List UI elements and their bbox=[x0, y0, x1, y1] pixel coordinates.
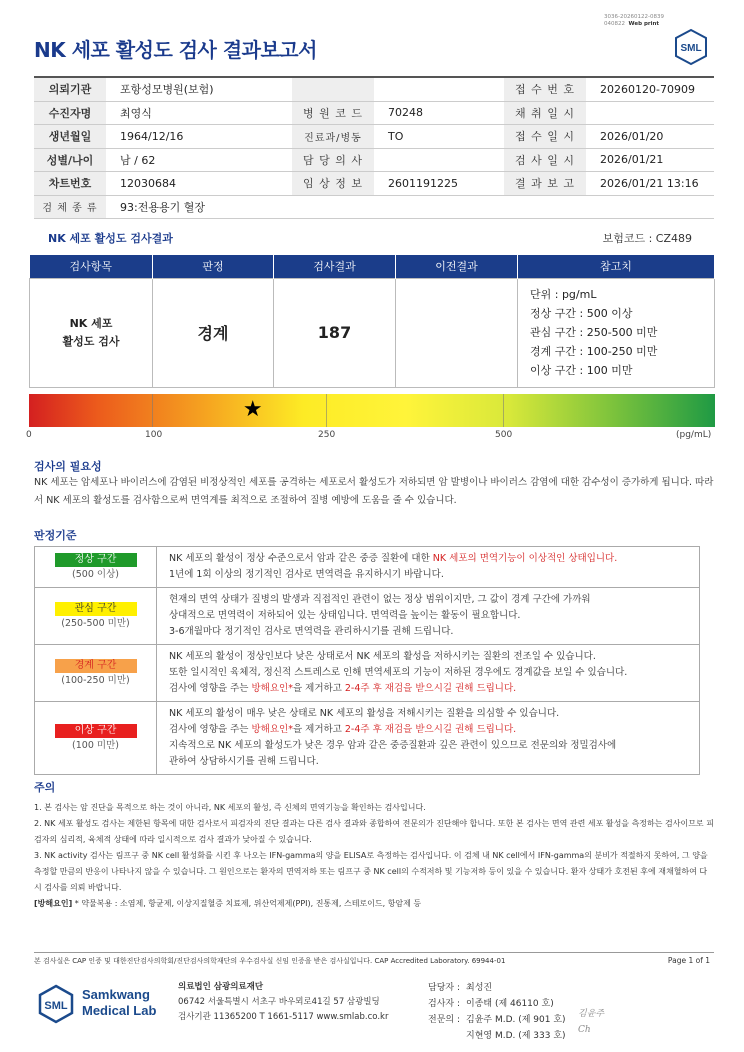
scale-label-500: 500 bbox=[495, 430, 513, 440]
criteria-line bbox=[169, 665, 687, 681]
criteria-row bbox=[35, 588, 700, 645]
criteria-level bbox=[35, 645, 157, 702]
level-chip: 관심 구간 bbox=[55, 602, 137, 616]
judgement-value: 경계 bbox=[153, 278, 274, 387]
info-value: 2026/01/21 bbox=[600, 153, 664, 167]
previous-result bbox=[396, 278, 518, 387]
info-label: 병 원 코 드 bbox=[292, 102, 374, 125]
reference-line: 경계 구간 : 100-250 미만 bbox=[530, 345, 658, 358]
criteria-row bbox=[35, 547, 700, 588]
test-item-name bbox=[30, 278, 153, 387]
note-item-1: 1. 본 검사는 암 진단을 목적으로 하는 것이 아니라, NK 세포의 활성, 즉 신체의 면역기능을 확인하는 검사입니다. bbox=[34, 803, 426, 812]
info-label: 진료과/병동 bbox=[292, 125, 374, 148]
staff-row bbox=[428, 980, 566, 996]
result-value: 187 bbox=[274, 278, 396, 387]
info-row bbox=[34, 102, 714, 126]
info-value: TO bbox=[388, 129, 404, 143]
signature bbox=[578, 1008, 604, 1036]
info-label: 채 취 일 시 bbox=[504, 102, 586, 125]
info-label: 접 수 번 호 bbox=[504, 78, 586, 101]
col-header-previous: 이전결과 bbox=[396, 255, 518, 278]
staff-name: 이종태 (제 46110 호) bbox=[466, 999, 554, 1009]
staff-name: 김윤주 M.D. (제 901 호) bbox=[466, 1015, 566, 1025]
col-header-result: 검사결과 bbox=[274, 255, 396, 278]
info-label: 의뢰기관 bbox=[34, 78, 106, 101]
criteria-text: 상대적으로 면역력이 저하되어 있는 상태입니다. 면역력을 높이는 활동이 필요합니다. bbox=[169, 610, 521, 621]
print-meta bbox=[604, 14, 664, 28]
info-value: 남 / 62 bbox=[120, 153, 156, 167]
org-info bbox=[178, 980, 388, 1025]
staff-role bbox=[428, 1028, 466, 1044]
insurance-code: 보험코드 : CZ489 bbox=[602, 232, 692, 245]
scale-tick-250 bbox=[326, 394, 327, 427]
criteria-text: 검사에 영향을 주는 bbox=[169, 683, 252, 694]
criteria-text: 또한 일시적인 육체적, 정신적 스트레스로 인해 면역세포의 기능이 저하된 경우에도 경계값을 보일 수 있습니다. bbox=[169, 667, 628, 678]
scale-tick-100 bbox=[152, 394, 153, 427]
criteria-text: NK 세포의 활성이 매우 낮은 상태로 NK 세포의 활성을 저해시키는 질환을 의심할 수 있습니다. bbox=[169, 708, 560, 719]
criteria-line bbox=[169, 681, 687, 697]
print-code: 040822 bbox=[604, 21, 626, 27]
info-label: 접 수 일 시 bbox=[504, 125, 586, 148]
interference-label: [방해요인] bbox=[34, 899, 73, 908]
criteria-description bbox=[157, 702, 700, 775]
criteria-text: 2-4주 후 재검을 받으시길 권해 드립니다. bbox=[344, 683, 517, 694]
activity-scale-bar bbox=[29, 394, 715, 427]
criteria-line bbox=[169, 551, 687, 567]
sml-logo bbox=[36, 982, 166, 1026]
star-icon: ★ bbox=[242, 397, 263, 422]
report-header bbox=[34, 14, 714, 70]
criteria-line bbox=[169, 567, 687, 583]
footer-divider bbox=[34, 952, 714, 953]
staff-row bbox=[428, 1028, 566, 1044]
staff-name: 최성진 bbox=[466, 983, 493, 993]
reference-range bbox=[518, 278, 715, 387]
criteria-text: NK 세포의 활성이 정상인보다 낮은 상태로서 NK 세포의 활성을 저하시키는 질환의 전조일 수 있습니다. bbox=[169, 651, 596, 662]
result-row bbox=[30, 278, 715, 387]
sml-badge-logo bbox=[672, 28, 710, 66]
scale-label-0: 0 bbox=[26, 430, 32, 440]
info-value: 1964/12/16 bbox=[120, 129, 184, 143]
criteria-row bbox=[35, 645, 700, 702]
signature-1: 김윤주 bbox=[578, 1009, 605, 1019]
staff-list bbox=[428, 980, 566, 1044]
note-item-2: 2. NK 세포 활성도 검사는 제한된 항목에 대한 검사로서 피검자의 진단 결과는 다른 검사 결과와 종합하여 전문의가 진단해야 합니다. 또한 본 검사는 면역 관련 세포 활성을 측정하는 검사이므로 피검자의 심리적, 육체적 상태에 따라 일시적으로 검사 결과가 낮아질 수 있습니다. bbox=[34, 819, 714, 844]
logo-line1: Samkwang bbox=[82, 987, 150, 1002]
criteria-description bbox=[157, 645, 700, 702]
criteria-text: 1년에 1회 이상의 정기적인 검사로 면역력을 유지하시기 바랍니다. bbox=[169, 569, 444, 580]
criteria-text: 관하여 상담하시기를 권해 드립니다. bbox=[169, 756, 319, 767]
info-row-specimen bbox=[34, 196, 714, 220]
criteria-line bbox=[169, 592, 687, 608]
criteria-description bbox=[157, 588, 700, 645]
criteria-text: 지속적으로 NK 세포의 활성도가 낮은 경우 암과 같은 중증질환과 깊은 관련이 있으므로 전문의와 정밀검사에 bbox=[169, 740, 617, 751]
criteria-line bbox=[169, 754, 687, 770]
notes-list bbox=[34, 800, 714, 912]
sml-logo-mark bbox=[36, 984, 76, 1024]
col-header-item: 검사항목 bbox=[30, 255, 153, 278]
reference-line: 관심 구간 : 250-500 미만 bbox=[530, 326, 658, 339]
criteria-line bbox=[169, 649, 687, 665]
criteria-text: NK 세포의 면역기능이 이상적인 상태입니다. bbox=[432, 553, 618, 564]
org-address: 06742 서울특별시 서초구 바우뫼로41길 57 삼광빌딩 bbox=[178, 997, 380, 1007]
logo-mark-text: SML bbox=[44, 1000, 68, 1012]
criteria-text: 을 제거하고 bbox=[292, 724, 345, 735]
criteria-line bbox=[169, 608, 687, 624]
criteria-description bbox=[157, 547, 700, 588]
note-item-3: 3. NK activity 검사는 림프구 중 NK cell 활성화를 시킨 후 나오는 IFN-gamma의 양을 ELISA로 측정하는 검사입니다. 이 검체 내 NK cell에서 IFN-gamma의 분비가 적절하지 못하여, 그 양을 측정할 만큼의 반응이 나타나지 않을 수 있습니다. 그 원인으로는 환자의 면역저하 또는 림프구 중 NK cell의 수적저하 및 기능저하 등이 있을 수 있습니다. 환자 상태가 호전된 후에 재채혈하여 다시 검사를 의뢰 바랍니다. bbox=[34, 851, 708, 892]
test-item-line2: 활성도 검사 bbox=[62, 334, 120, 348]
criteria-text: 3-6개월마다 정기적인 검사로 면역력을 관리하시기를 권해 드립니다. bbox=[169, 626, 454, 637]
result-table bbox=[29, 255, 715, 388]
patient-info-table bbox=[34, 76, 714, 219]
info-value: 20260120-70909 bbox=[600, 82, 695, 96]
level-chip: 이상 구간 bbox=[55, 724, 137, 738]
level-range: (100-250 미만) bbox=[61, 675, 130, 686]
logo-line2: Medical Lab bbox=[82, 1003, 157, 1018]
staff-name: 지현영 M.D. (제 333 호) bbox=[466, 1031, 566, 1041]
criteria-line bbox=[169, 624, 687, 640]
criteria-row bbox=[35, 702, 700, 775]
page-title: NK 세포 활성도 검사 결과보고서 bbox=[34, 38, 317, 62]
info-value bbox=[586, 102, 714, 125]
test-item-line1: NK 세포 bbox=[69, 316, 113, 330]
criteria-text: 방해요인* bbox=[251, 724, 293, 735]
reference-line: 단위 : pg/mL bbox=[530, 288, 597, 301]
info-label: 담 당 의 사 bbox=[292, 149, 374, 172]
criteria-line bbox=[169, 738, 687, 754]
info-row bbox=[34, 149, 714, 173]
info-row bbox=[34, 125, 714, 149]
level-chip: 경계 구간 bbox=[55, 659, 137, 673]
col-header-judgement: 판정 bbox=[153, 255, 274, 278]
info-label: 결 과 보 고 bbox=[504, 172, 586, 195]
org-name: 의료법인 삼광의료재단 bbox=[178, 982, 264, 992]
criteria-text: 현재의 면역 상태가 질병의 발생과 직접적인 관련이 없는 정상 범위이지만, 그 값이 경계 구간에 가까워 bbox=[169, 594, 591, 605]
criteria-table bbox=[34, 546, 700, 775]
scale-unit: (pg/mL) bbox=[676, 430, 712, 440]
notes-title: 주의 bbox=[34, 781, 56, 794]
specimen-label: 검 체 종 류 bbox=[34, 196, 106, 219]
info-value: 12030684 bbox=[120, 176, 176, 190]
info-label: 차트번호 bbox=[34, 172, 106, 195]
scale-label-100: 100 bbox=[145, 430, 163, 440]
badge-text: SML bbox=[680, 43, 702, 54]
scale-tick-500 bbox=[503, 394, 504, 427]
criteria-level bbox=[35, 702, 157, 775]
result-heading bbox=[34, 226, 714, 250]
col-header-reference: 참고치 bbox=[518, 255, 715, 278]
info-value: 최영식 bbox=[120, 106, 152, 120]
criteria-text: 검사에 영향을 주는 bbox=[169, 724, 252, 735]
result-header-row bbox=[30, 255, 715, 278]
reference-line: 정상 구간 : 500 이상 bbox=[530, 307, 633, 320]
info-label: 생년월일 bbox=[34, 125, 106, 148]
info-value: 포항성모병원(보험) bbox=[120, 83, 214, 97]
info-value: 2601191225 bbox=[388, 176, 458, 190]
criteria-title: 판정기준 bbox=[34, 529, 77, 542]
criteria-level bbox=[35, 547, 157, 588]
logo-wordmark bbox=[82, 987, 156, 1019]
info-label: 검 사 일 시 bbox=[504, 149, 586, 172]
org-contact: 검사기관 11365200 T 1661-5117 www.smlab.co.kr bbox=[178, 1012, 389, 1022]
info-row bbox=[34, 172, 714, 196]
staff-role: 전문의 : bbox=[428, 1015, 460, 1025]
info-value bbox=[374, 149, 504, 172]
level-range: (100 미만) bbox=[72, 740, 119, 751]
signature-2: Ch bbox=[578, 1025, 591, 1035]
level-chip: 정상 구간 bbox=[55, 553, 137, 567]
staff-role: 검사자 : bbox=[428, 999, 460, 1009]
level-range: (500 이상) bbox=[72, 569, 119, 580]
necessity-text: NK 세포는 암세포나 바이러스에 감염된 비정상적인 세포를 공격하는 세포로서 활성도가 저하되면 암 발병이나 바이러스 감염에 대한 감수성이 증가하게 됩니다. 따라서 NK 세포의 활성도를 검사함으로써 면역계를 최적으로 조절하여 질병 예방에 도움을 줄 수 있습니다. bbox=[34, 477, 714, 506]
interference-text: * 약물복용 : 소염제, 항균제, 이상지질혈증 치료제, 위산억제제(PPI), 진통제, 스테로이드, 항암제 등 bbox=[72, 899, 422, 908]
info-value bbox=[374, 78, 504, 101]
staff-role: 담당자 : bbox=[428, 983, 460, 993]
staff-row bbox=[428, 996, 566, 1012]
info-label bbox=[292, 78, 374, 101]
criteria-text: NK 세포의 활성이 정상 수준으로서 암과 같은 중증 질환에 대한 bbox=[169, 553, 433, 564]
criteria-line bbox=[169, 706, 687, 722]
info-value: 70248 bbox=[388, 106, 423, 120]
criteria-text: 2-4주 후 재검을 받으시길 권해 드립니다. bbox=[344, 724, 517, 735]
criteria-level bbox=[35, 588, 157, 645]
info-label: 성별/나이 bbox=[34, 149, 106, 172]
cap-accreditation: 본 검사실은 CAP 인증 및 대한진단검사의학회/진단검사의학재단의 우수검사실 신임 인증을 받은 검사실입니다. CAP Accredited Laboratory. 69944-01 bbox=[34, 957, 506, 965]
info-value: 2026/01/20 bbox=[600, 129, 664, 143]
info-label: 수진자명 bbox=[34, 102, 106, 125]
scale-label-250: 250 bbox=[318, 430, 336, 440]
info-value: 2026/01/21 13:16 bbox=[600, 176, 699, 190]
criteria-line bbox=[169, 722, 687, 738]
reference-line: 이상 구간 : 100 미만 bbox=[530, 364, 633, 377]
criteria-text: 을 제거하고 bbox=[292, 683, 345, 694]
print-type: Web print bbox=[628, 21, 660, 27]
page-number: Page 1 of 1 bbox=[667, 956, 710, 965]
staff-row bbox=[428, 1012, 566, 1028]
result-section-title: NK 세포 활성도 검사결과 bbox=[48, 232, 173, 245]
info-row bbox=[34, 78, 714, 102]
specimen-value: 93:전용용기 혈장 bbox=[120, 200, 205, 214]
print-id: 3036-20260122-0839 bbox=[604, 14, 664, 20]
necessity-title: 검사의 필요성 bbox=[34, 460, 102, 473]
level-range: (250-500 미만) bbox=[61, 618, 130, 629]
criteria-text: 방해요인* bbox=[251, 683, 293, 694]
interference-note bbox=[34, 896, 714, 912]
info-label: 임 상 정 보 bbox=[292, 172, 374, 195]
